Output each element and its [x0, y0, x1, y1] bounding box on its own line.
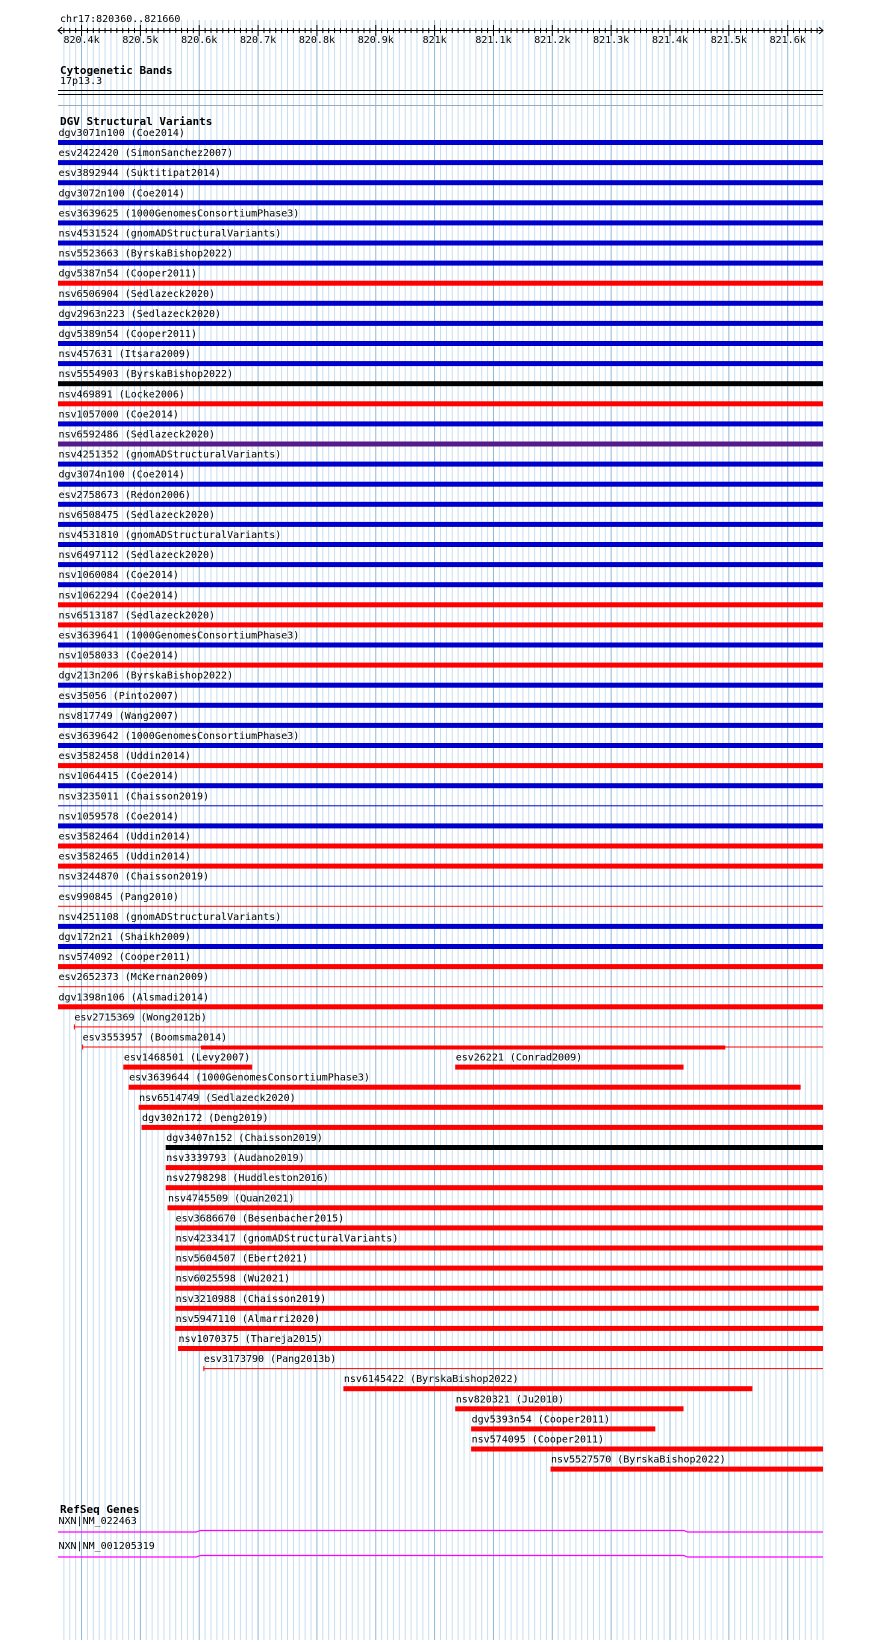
- variant-bar[interactable]: [58, 683, 823, 688]
- variant-bar[interactable]: [58, 823, 823, 828]
- variant-segment[interactable]: [201, 1046, 725, 1050]
- variant-bar[interactable]: [58, 542, 823, 547]
- variant-start-tick: [74, 1024, 75, 1029]
- variant-label[interactable]: nsv820321 (Ju2010): [455, 1394, 565, 1406]
- variant-label[interactable]: nsv5554903 (ByrskaBishop2022): [58, 369, 234, 381]
- variant-label[interactable]: nsv4745509 (Quan2021): [167, 1193, 295, 1205]
- variant-bar[interactable]: [58, 442, 823, 447]
- variant-bar[interactable]: [58, 401, 823, 406]
- variant-label[interactable]: nsv4251352 (gnomADStructuralVariants): [58, 449, 282, 461]
- variant-label[interactable]: nsv1064415 (Coe2014): [58, 771, 179, 783]
- ruler-tick-label: 821k: [422, 35, 447, 46]
- ruler-tick-label: 820.9k: [357, 35, 394, 46]
- variant-label[interactable]: nsv2798298 (Huddleston2016): [166, 1173, 329, 1185]
- variant-label[interactable]: nsv4531524 (gnomADStructuralVariants): [58, 228, 282, 240]
- ruler-tick-label: 820.5k: [122, 35, 159, 46]
- variant-bar[interactable]: [129, 1085, 801, 1090]
- variant-label[interactable]: nsv1062294 (Coe2014): [58, 590, 179, 602]
- variant-bar-thin[interactable]: [203, 1368, 823, 1369]
- ruler-tick-label: 821.2k: [534, 35, 571, 46]
- variant-label[interactable]: nsv1058033 (Coe2014): [58, 650, 179, 662]
- ruler-tick-label: 820.4k: [63, 35, 100, 46]
- variant-bar[interactable]: [175, 1286, 823, 1291]
- gene-model[interactable]: [58, 1556, 823, 1558]
- ruler-tick-label: 821.5k: [710, 35, 747, 46]
- variant-label[interactable]: esv2758673 (Redon2006): [58, 489, 191, 501]
- variant-label[interactable]: nsv4233417 (gnomADStructuralVariants): [175, 1233, 399, 1245]
- dgv-track-title: DGV Structural Variants: [60, 115, 213, 128]
- locus-label: chr17:820360..821660: [60, 14, 181, 25]
- variant-bar[interactable]: [175, 1246, 823, 1251]
- variant-bar[interactable]: [551, 1467, 823, 1472]
- variant-label[interactable]: nsv5523663 (ByrskaBishop2022): [58, 248, 234, 260]
- variant-label[interactable]: nsv574095 (Cooper2011): [471, 1434, 605, 1446]
- variant-bar[interactable]: [58, 522, 823, 527]
- variant-bar[interactable]: [167, 1205, 823, 1210]
- variant-bar-thin[interactable]: [58, 886, 823, 887]
- variant-label[interactable]: esv2422420 (SimonSanchez2007): [58, 148, 234, 160]
- variant-bar[interactable]: [58, 964, 823, 969]
- variant-label[interactable]: esv2715369 (Wong2012b): [74, 1012, 207, 1024]
- variant-label[interactable]: nsv1057000 (Coe2014): [58, 409, 179, 421]
- variant-bar-thin[interactable]: [58, 986, 823, 987]
- variant-label[interactable]: dgv3407n152 (Chaisson2019): [166, 1133, 323, 1144]
- variant-label[interactable]: dgv172n21 (Shaikh2009): [58, 932, 191, 943]
- variant-bar[interactable]: [166, 1165, 823, 1170]
- variant-label[interactable]: nsv3210988 (Chaisson2019): [175, 1293, 327, 1305]
- variant-bar[interactable]: [58, 924, 823, 929]
- variant-bar[interactable]: [58, 381, 823, 386]
- variant-label[interactable]: nsv1070375 (Thareja2015): [178, 1334, 324, 1345]
- variant-bar[interactable]: [58, 301, 823, 306]
- variant-bar[interactable]: [123, 1065, 252, 1070]
- variant-label[interactable]: nsv6506904 (Sedlazeck2020): [58, 288, 216, 300]
- variant-label[interactable]: nsv6025598 (Wu2021): [175, 1273, 290, 1285]
- variant-bar[interactable]: [58, 703, 823, 708]
- variant-label[interactable]: nsv817749 (Wang2007): [58, 710, 179, 722]
- variant-label[interactable]: esv3892944 (Suktitipat2014): [58, 168, 222, 180]
- variant-bar[interactable]: [58, 140, 823, 145]
- variant-bar[interactable]: [58, 723, 823, 728]
- variant-bar[interactable]: [455, 1406, 683, 1411]
- variant-bar[interactable]: [58, 321, 823, 326]
- variant-label[interactable]: dgv3074n100 (Coe2014): [58, 469, 185, 481]
- variant-label[interactable]: dgv3071n100 (Coe2014): [58, 128, 185, 139]
- ruler-tick-label: 820.6k: [181, 35, 218, 46]
- variant-bar[interactable]: [58, 944, 823, 949]
- gene-model[interactable]: [58, 1531, 823, 1533]
- variant-bar[interactable]: [471, 1426, 655, 1431]
- variant-label[interactable]: dgv302n172 (Deng2019): [142, 1112, 269, 1124]
- variant-label[interactable]: dgv5393n54 (Cooper2011): [471, 1414, 611, 1426]
- variant-bar[interactable]: [58, 562, 823, 567]
- variant-label[interactable]: nsv6592486 (Sedlazeck2020): [58, 429, 216, 441]
- variant-label[interactable]: dgv5389n54 (Cooper2011): [58, 329, 197, 340]
- variant-label[interactable]: nsv1060084 (Coe2014): [58, 570, 179, 582]
- variant-label[interactable]: nsv4251108 (gnomADStructuralVariants): [58, 911, 282, 923]
- variant-bar[interactable]: [166, 1185, 823, 1190]
- ruler-tick-label: 820.7k: [240, 35, 277, 46]
- variant-label[interactable]: esv3553957 (Boomsma2014): [82, 1032, 228, 1044]
- variant-start-tick: [82, 1045, 83, 1050]
- variant-bar[interactable]: [58, 864, 823, 869]
- variant-label[interactable]: nsv5947110 (Almarri2020): [175, 1313, 321, 1325]
- variant-label[interactable]: nsv469891 (Locke2006): [58, 389, 185, 401]
- variant-label[interactable]: esv3639644 (1000GenomesConsortiumPhase3): [129, 1072, 370, 1084]
- variant-label[interactable]: nsv3339793 (Audano2019): [166, 1153, 305, 1165]
- variant-label[interactable]: esv3639642 (1000GenomesConsortiumPhase3): [58, 731, 300, 742]
- variant-label[interactable]: nsv6145422 (ByrskaBishop2022): [343, 1374, 519, 1386]
- cytoband-track-title: Cytogenetic Bands: [60, 64, 173, 77]
- variant-label[interactable]: nsv6497112 (Sedlazeck2020): [58, 550, 216, 562]
- variant-label[interactable]: esv1468501 (Levy2007): [123, 1052, 251, 1064]
- variant-bar[interactable]: [142, 1125, 823, 1130]
- variant-bar[interactable]: [58, 643, 823, 648]
- variant-bar[interactable]: [58, 241, 823, 246]
- ruler-tick-label: 821.3k: [593, 35, 630, 46]
- variant-bar[interactable]: [455, 1065, 683, 1070]
- variant-label[interactable]: dgv1398n106 (Alsmadi2014): [58, 992, 210, 1004]
- variant-bar[interactable]: [58, 763, 823, 768]
- variant-label[interactable]: esv3173790 (Pang2013b): [203, 1354, 337, 1366]
- variant-label[interactable]: nsv5604507 (Ebert2021): [175, 1253, 309, 1265]
- ruler-tick-label: 820.8k: [298, 35, 335, 46]
- variant-bar[interactable]: [166, 1145, 823, 1150]
- variant-bar[interactable]: [58, 341, 823, 346]
- ruler-tick-label: 821.1k: [475, 35, 512, 46]
- variant-bar[interactable]: [471, 1447, 823, 1452]
- variant-bar[interactable]: [175, 1326, 823, 1331]
- variant-bar[interactable]: [58, 844, 823, 849]
- variant-label[interactable]: esv3582465 (Uddin2014): [58, 851, 191, 863]
- variant-label[interactable]: nsv6514749 (Sedlazeck2020): [139, 1092, 296, 1104]
- gene-label[interactable]: NXN|NM_022463: [58, 1516, 137, 1527]
- variant-label[interactable]: esv990845 (Pang2010): [58, 891, 179, 903]
- variant-bar[interactable]: [58, 582, 823, 587]
- variant-label[interactable]: dgv2963n223 (Sedlazeck2020): [58, 308, 222, 320]
- refseq-track-title: RefSeq Genes: [60, 1503, 140, 1516]
- gene-label[interactable]: NXN|NM_001205319: [58, 1541, 155, 1552]
- variant-label[interactable]: dgv213n206 (ByrskaBishop2022): [58, 670, 234, 682]
- variant-bar[interactable]: [175, 1225, 823, 1230]
- variant-label[interactable]: nsv6508475 (Sedlazeck2020): [58, 509, 216, 521]
- variant-bar[interactable]: [178, 1346, 823, 1351]
- variant-label[interactable]: nsv3235011 (Chaisson2019): [58, 791, 210, 803]
- variant-label[interactable]: dgv5387n54 (Cooper2011): [58, 268, 197, 280]
- variant-bar[interactable]: [58, 602, 823, 607]
- variant-label[interactable]: nsv3244870 (Chaisson2019): [58, 871, 210, 883]
- cytoband-label: 17p13.3: [60, 76, 103, 87]
- variant-label[interactable]: esv3582458 (Uddin2014): [58, 751, 191, 763]
- variant-bar[interactable]: [58, 281, 823, 286]
- variant-label[interactable]: esv2652373 (McKernan2009): [58, 972, 210, 984]
- variant-bar[interactable]: [58, 220, 823, 225]
- variant-bar[interactable]: [139, 1105, 823, 1110]
- variant-label[interactable]: esv35056 (Pinto2007): [58, 690, 179, 702]
- variant-bar-thin[interactable]: [58, 906, 823, 907]
- variant-bar[interactable]: [58, 783, 823, 788]
- variant-bar[interactable]: [58, 261, 823, 266]
- variant-label[interactable]: nsv1059578 (Coe2014): [58, 811, 179, 823]
- variant-label[interactable]: nsv4531810 (gnomADStructuralVariants): [58, 530, 282, 541]
- variant-label[interactable]: esv3639625 (1000GenomesConsortiumPhase3): [58, 208, 300, 220]
- variant-start-tick: [203, 1366, 204, 1371]
- variant-bar[interactable]: [58, 361, 823, 366]
- variant-bar[interactable]: [343, 1386, 752, 1391]
- variant-bar[interactable]: [58, 200, 823, 205]
- variant-bar[interactable]: [58, 462, 823, 467]
- variant-bar[interactable]: [58, 180, 823, 185]
- variant-label[interactable]: nsv6513187 (Sedlazeck2020): [58, 610, 216, 622]
- variant-bar[interactable]: [58, 743, 823, 748]
- variant-bar[interactable]: [58, 482, 823, 487]
- variant-label[interactable]: esv3686670 (Besenbacher2015): [175, 1213, 345, 1225]
- variant-bar[interactable]: [58, 421, 823, 426]
- variant-label[interactable]: esv26221 (Conrad2009): [455, 1052, 583, 1064]
- variant-label[interactable]: nsv457631 (Itsara2009): [58, 349, 191, 361]
- variant-bar[interactable]: [58, 502, 823, 507]
- variant-bar[interactable]: [175, 1266, 823, 1271]
- variant-label[interactable]: nsv574092 (Cooper2011): [58, 952, 191, 964]
- variant-bar[interactable]: [58, 622, 823, 627]
- variant-bar-thin[interactable]: [74, 1026, 823, 1027]
- variant-bar-thin[interactable]: [58, 805, 823, 806]
- variant-label[interactable]: esv3582464 (Uddin2014): [58, 831, 191, 843]
- variant-bar[interactable]: [58, 1004, 823, 1009]
- variant-bar[interactable]: [58, 160, 823, 165]
- ruler-tick-label: 821.4k: [651, 35, 689, 46]
- variant-label[interactable]: dgv3072n100 (Coe2014): [58, 188, 185, 200]
- variant-label[interactable]: nsv5527570 (ByrskaBishop2022): [551, 1454, 726, 1466]
- variant-label[interactable]: esv3639641 (1000GenomesConsortiumPhase3): [58, 630, 300, 642]
- variant-bar[interactable]: [175, 1306, 819, 1311]
- ruler-tick-label: 821.6k: [769, 35, 806, 46]
- variant-bar[interactable]: [58, 663, 823, 668]
